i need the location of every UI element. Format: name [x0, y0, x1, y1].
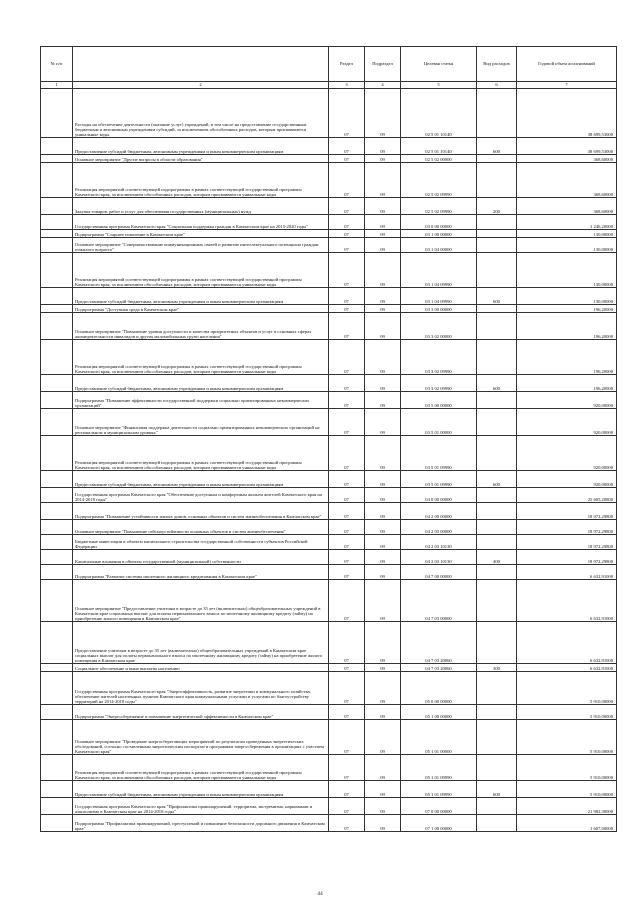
page-number: 44 — [317, 891, 323, 897]
target-article-code: 05 1 01 09990 — [401, 781, 477, 798]
annual-amount: 18 972,29800 — [517, 503, 617, 520]
target-article-code: 04 7 03 00000 — [401, 580, 477, 622]
target-article-code: 03 5 01 00000 — [401, 409, 477, 436]
subsection-code: 09 — [365, 409, 401, 436]
table-row — [41, 755, 617, 781]
row-number — [41, 215, 73, 230]
subsection-code: 09 — [365, 392, 401, 409]
expense-type-code — [477, 720, 517, 755]
table-row — [41, 375, 617, 392]
target-article-code: 03 0 00 00000 — [401, 215, 477, 230]
annual-amount: 5 910,00000 — [517, 672, 617, 705]
table-row — [41, 535, 617, 550]
header-subsection: Подраздел — [365, 47, 401, 82]
column-number-row — [41, 82, 617, 89]
subsection-code: 09 — [365, 155, 401, 163]
row-number — [41, 798, 73, 815]
section-code: 07 — [329, 488, 365, 503]
row-number — [41, 488, 73, 503]
subsection-code: 09 — [365, 565, 401, 580]
section-code: 07 — [329, 409, 365, 436]
subsection-code: 09 — [365, 313, 401, 340]
row-number — [41, 155, 73, 163]
row-number — [41, 375, 73, 392]
item-name: Предоставление субсидий бюджетным, автономным учреждениям и иным некоммерческим организациям — [73, 288, 329, 305]
section-code: 07 — [329, 89, 365, 138]
column-number: 5 — [401, 82, 477, 89]
row-number — [41, 664, 73, 672]
row-number — [41, 471, 73, 488]
table-row — [41, 471, 617, 488]
row-number — [41, 520, 73, 535]
annual-amount: 6 632,91000 — [517, 664, 617, 672]
annual-amount: 21 982,30000 — [517, 798, 617, 815]
annual-amount: 368,60000 — [517, 155, 617, 163]
section-code: 07 — [329, 520, 365, 535]
expense-type-code — [477, 535, 517, 550]
item-name: Основное мероприятие "Проведение энергосберегающих мероприятий по результатам проведенных энергетических обследований, согласно составленным энергетическим паспортам и программам энергосбережения в организациях с участием Камчатского края" — [73, 720, 329, 755]
annual-amount: 196,20000 — [517, 340, 617, 375]
table-row — [41, 138, 617, 155]
section-code: 07 — [329, 215, 365, 230]
item-name: Подпрограмма "Повышение эффективности государственной поддержки социально ориентированных некоммерческих организаций" — [73, 392, 329, 409]
column-number: 7 — [517, 82, 617, 89]
subsection-code: 09 — [365, 230, 401, 238]
table-body — [41, 89, 617, 832]
section-code: 07 — [329, 375, 365, 392]
target-article-code: 05 1 01 09990 — [401, 755, 477, 781]
expense-type-code — [477, 705, 517, 720]
section-code: 07 — [329, 155, 365, 163]
expense-type-code — [477, 520, 517, 535]
header-target-article: Целевая статья — [401, 47, 477, 82]
table-row — [41, 436, 617, 471]
annual-amount: 130,00000 — [517, 288, 617, 305]
annual-amount: 6 632,91000 — [517, 565, 617, 580]
expense-type-code: 300 — [477, 664, 517, 672]
annual-amount: 368,60000 — [517, 198, 617, 215]
annual-amount: 920,00000 — [517, 409, 617, 436]
table-row — [41, 580, 617, 622]
item-name: Подпрограмма "Повышение устойчивости жилых домов, основных объектов и систем жизнеобеспечения в Камчатском крае" — [73, 503, 329, 520]
table-row — [41, 705, 617, 720]
annual-amount: 368,60000 — [517, 163, 617, 198]
item-name: Подпрограмма "Профилактика правонарушений, преступлений и повышение безопасности дорожного движения в Камчатском крае" — [73, 815, 329, 832]
row-number — [41, 672, 73, 705]
annual-amount: 196,20000 — [517, 313, 617, 340]
item-name: Основное мероприятие "Совершенствование коммуникационных связей и развитие интеллектуального потенциала граждан пожилого возраста" — [73, 238, 329, 253]
expense-type-code — [477, 580, 517, 622]
table-row — [41, 155, 617, 163]
item-name: Капитальные вложения в объекты государственной (муниципальной) собственности — [73, 550, 329, 565]
target-article-code: 03 1 04 09990 — [401, 288, 477, 305]
item-name: Основное мероприятие "Повышение уровня доступности и качества приоритетных объектов и услуг в основных сферах жизнедеятельности инвалидов и других маломобильных групп населения" — [73, 313, 329, 340]
annual-amount: 196,20000 — [517, 305, 617, 313]
target-article-code: 04 7 03 20060 — [401, 664, 477, 672]
section-code: 07 — [329, 288, 365, 305]
header-name — [73, 47, 329, 82]
subsection-code: 09 — [365, 580, 401, 622]
row-number — [41, 230, 73, 238]
target-article-code: 02 5 02 09990 — [401, 163, 477, 198]
subsection-code: 09 — [365, 520, 401, 535]
table-row — [41, 550, 617, 565]
item-name: Основное мероприятие "Финансовая поддержка деятельности социально ориентированных некоммерческих организаций на региональном и муниципальном уровнях" — [73, 409, 329, 436]
annual-amount: 1 246,20000 — [517, 215, 617, 230]
header-expense-type: Вид расходов — [477, 47, 517, 82]
row-number — [41, 503, 73, 520]
subsection-code: 09 — [365, 198, 401, 215]
section-code: 07 — [329, 815, 365, 832]
header-row-number: № п/п — [41, 47, 73, 82]
target-article-code: 05 0 00 00000 — [401, 672, 477, 705]
table-row — [41, 622, 617, 664]
subsection-code: 09 — [365, 305, 401, 313]
expense-type-code — [477, 436, 517, 471]
table-header — [41, 47, 617, 89]
table-row — [41, 565, 617, 580]
target-article-code: 04 7 03 20060 — [401, 622, 477, 664]
row-number — [41, 781, 73, 798]
subsection-code: 09 — [365, 436, 401, 471]
expense-type-code — [477, 89, 517, 138]
row-number — [41, 720, 73, 755]
table-row — [41, 215, 617, 230]
expense-type-code: 200 — [477, 198, 517, 215]
item-name: Основное мероприятие "Повышение сейсмоустойчивости основных объектов и систем жизнеобеспечения" — [73, 520, 329, 535]
row-number — [41, 580, 73, 622]
annual-amount: 920,00000 — [517, 436, 617, 471]
subsection-code: 09 — [365, 550, 401, 565]
annual-amount: 25 605,20800 — [517, 488, 617, 503]
expense-type-code: 600 — [477, 375, 517, 392]
table-row — [41, 503, 617, 520]
item-name: Государственная программа Камчатского края "Энергоэффективность, развитие энергетики и коммунального хозяйства, обеспечение жителей населенных пунктов Камчатского края коммунальными услугами и услугами по благоустройству территорий на 2014-2018 годы" — [73, 672, 329, 705]
expense-type-code — [477, 163, 517, 198]
expense-type-code — [477, 392, 517, 409]
target-article-code: 05 1 01 00000 — [401, 720, 477, 755]
annual-amount: 18 972,29800 — [517, 535, 617, 550]
item-name: Подпрограмма "Доступная среда в Камчатском крае" — [73, 305, 329, 313]
target-article-code: 02 5 01 10140 — [401, 89, 477, 138]
annual-amount: 196,20000 — [517, 375, 617, 392]
table-row — [41, 798, 617, 815]
subsection-code: 09 — [365, 503, 401, 520]
section-code: 07 — [329, 253, 365, 288]
column-number: 1 — [41, 82, 73, 89]
item-name: Социальное обеспечение и иные выплаты населению — [73, 664, 329, 672]
subsection-code: 09 — [365, 138, 401, 155]
expense-type-code — [477, 815, 517, 832]
row-number — [41, 313, 73, 340]
subsection-code: 09 — [365, 163, 401, 198]
annual-amount: 5 910,00000 — [517, 705, 617, 720]
subsection-code: 09 — [365, 471, 401, 488]
subsection-code: 09 — [365, 89, 401, 138]
section-code: 07 — [329, 138, 365, 155]
subsection-code: 09 — [365, 815, 401, 832]
section-code: 07 — [329, 436, 365, 471]
section-code: 07 — [329, 705, 365, 720]
annual-amount: 920,00000 — [517, 392, 617, 409]
annual-amount: 1 607,00000 — [517, 815, 617, 832]
row-number — [41, 550, 73, 565]
subsection-code: 09 — [365, 238, 401, 253]
table-row — [41, 198, 617, 215]
item-name: Подпрограмма "Старшее поколение в Камчатском крае" — [73, 230, 329, 238]
item-name: Подпрограмма "Развитие системы ипотечного жилищного кредитования в Камчатском крае" — [73, 565, 329, 580]
annual-amount: 130,00000 — [517, 230, 617, 238]
row-number — [41, 409, 73, 436]
subsection-code: 09 — [365, 288, 401, 305]
section-code: 07 — [329, 664, 365, 672]
target-article-code: 03 3 02 09990 — [401, 375, 477, 392]
item-name: Реализация мероприятий соответствующей подпрограммы в рамках соответствующей государственной программы Камчатского края, за исключением обособленных расходов, которым присваиваются уникальные коды — [73, 253, 329, 288]
budget-allocation-table — [40, 46, 617, 832]
table-row — [41, 313, 617, 340]
row-number — [41, 392, 73, 409]
table-row — [41, 815, 617, 832]
expense-type-code — [477, 238, 517, 253]
table-row — [41, 781, 617, 798]
expense-type-code — [477, 253, 517, 288]
item-name: Реализация мероприятий соответствующей подпрограммы в рамках соответствующей государственной программы Камчатского края, за исключением обособленных расходов, которым присваиваются уникальные коды — [73, 436, 329, 471]
item-name: Предоставление субсидий бюджетным, автономным учреждениям и иным некоммерческим организациям — [73, 375, 329, 392]
row-number — [41, 238, 73, 253]
table-row — [41, 672, 617, 705]
subsection-code: 09 — [365, 781, 401, 798]
item-name: Предоставление субсидий бюджетным, автономным учреждениям и иным некоммерческим организациям — [73, 138, 329, 155]
table-row — [41, 288, 617, 305]
table-row — [41, 230, 617, 238]
item-name: Реализация мероприятий соответствующей подпрограммы в рамках соответствующей государственной программы Камчатского края, за исключением обособленных расходов, которым присваиваются уникальные коды — [73, 340, 329, 375]
budget-table-page — [40, 46, 616, 832]
subsection-code: 09 — [365, 720, 401, 755]
section-code: 07 — [329, 622, 365, 664]
expense-type-code — [477, 622, 517, 664]
annual-amount: 18 972,29800 — [517, 550, 617, 565]
subsection-code: 09 — [365, 798, 401, 815]
section-code: 07 — [329, 798, 365, 815]
row-number — [41, 163, 73, 198]
row-number — [41, 565, 73, 580]
target-article-code: 03 1 04 00000 — [401, 238, 477, 253]
subsection-code: 09 — [365, 488, 401, 503]
item-name: Основное мероприятие "Другие вопросы в области образования" — [73, 155, 329, 163]
row-number — [41, 198, 73, 215]
subsection-code: 09 — [365, 535, 401, 550]
section-code: 07 — [329, 230, 365, 238]
expense-type-code — [477, 313, 517, 340]
target-article-code: 04 2 03 00000 — [401, 520, 477, 535]
row-number — [41, 253, 73, 288]
expense-type-code — [477, 798, 517, 815]
expense-type-code: 600 — [477, 138, 517, 155]
row-number — [41, 288, 73, 305]
annual-amount: 920,00000 — [517, 471, 617, 488]
annual-amount: 18 972,29800 — [517, 520, 617, 535]
section-code: 07 — [329, 313, 365, 340]
column-number: 6 — [477, 82, 517, 89]
annual-amount: 6 632,91000 — [517, 580, 617, 622]
target-article-code: 03 5 01 09990 — [401, 436, 477, 471]
table-row — [41, 488, 617, 503]
target-article-code: 04 2 03 10130 — [401, 535, 477, 550]
expense-type-code — [477, 230, 517, 238]
section-code: 07 — [329, 340, 365, 375]
target-article-code: 04 2 00 00000 — [401, 503, 477, 520]
subsection-code: 09 — [365, 215, 401, 230]
row-number — [41, 89, 73, 138]
item-name: Закупка товаров, работ и услуг для обеспечения государственных (муниципальных) нужд — [73, 198, 329, 215]
expense-type-code: 600 — [477, 288, 517, 305]
subsection-code: 09 — [365, 340, 401, 375]
item-name: Реализация мероприятий соответствующей подпрограммы в рамках соответствующей государственной программы Камчатского края, за исключением обособленных расходов, которым присваиваются уникальные коды — [73, 163, 329, 198]
column-number: 2 — [73, 82, 329, 89]
row-number — [41, 705, 73, 720]
section-code: 07 — [329, 565, 365, 580]
section-code: 07 — [329, 163, 365, 198]
item-name: Подпрограмма "Энергосбережение и повышение энергетической эффективности в Камчатском крае" — [73, 705, 329, 720]
expense-type-code: 600 — [477, 781, 517, 798]
expense-type-code — [477, 565, 517, 580]
subsection-code: 09 — [365, 622, 401, 664]
section-code: 07 — [329, 550, 365, 565]
section-code: 07 — [329, 503, 365, 520]
subsection-code: 09 — [365, 672, 401, 705]
item-name: Предоставление субсидий бюджетным, автономным учреждениям и иным некоммерческим организациям — [73, 781, 329, 798]
section-code: 07 — [329, 755, 365, 781]
target-article-code: 04 7 00 00000 — [401, 565, 477, 580]
table-row — [41, 409, 617, 436]
target-article-code: 03 3 00 00000 — [401, 305, 477, 313]
header-section: Раздел — [329, 47, 365, 82]
item-name: Расходы на обеспечение деятельности (оказание услуг) учреждений, в том числе на предоставление государственным бюджетным и автономным учреждениям субсидий, за исключением обособленных расходов, которым присваиваются уникальные коды — [73, 89, 329, 138]
expense-type-code: 600 — [477, 471, 517, 488]
section-code: 07 — [329, 238, 365, 253]
target-article-code: 03 5 01 09990 — [401, 471, 477, 488]
target-article-code: 02 5 02 09990 — [401, 198, 477, 215]
annual-amount: 6 632,91000 — [517, 622, 617, 664]
section-code: 07 — [329, 672, 365, 705]
table-row — [41, 253, 617, 288]
subsection-code: 09 — [365, 664, 401, 672]
annual-amount: 130,00000 — [517, 253, 617, 288]
expense-type-code — [477, 755, 517, 781]
expense-type-code — [477, 215, 517, 230]
header-annual-amount: Годовой объем ассигнований — [517, 47, 617, 82]
column-number: 3 — [329, 82, 365, 89]
item-name: Предоставление учителям в возрасте до 35 лет (включительно) общеобразовательных учреждений в Камчатском крае социальных выплат для оплаты первоначального взноса по ипотечному жилищному кредиту (займу) на приобретение жилого помещения в Камчатском крае — [73, 622, 329, 664]
table-row — [41, 238, 617, 253]
table-row — [41, 89, 617, 138]
row-number — [41, 305, 73, 313]
target-article-code: 03 5 00 00000 — [401, 392, 477, 409]
target-article-code: 04 2 03 10130 — [401, 550, 477, 565]
item-name: Основное мероприятие "Предоставление учителям в возрасте до 35 лет (включительно) общеобразовательных учреждений в Камчатском крае социальных выплат для оплаты первоначального взноса по ипотечному жилищному кредиту (займу) на приобретение жилого помещения в Камчатском крае" — [73, 580, 329, 622]
expense-type-code — [477, 503, 517, 520]
column-number: 4 — [365, 82, 401, 89]
table-row — [41, 163, 617, 198]
expense-type-code — [477, 672, 517, 705]
expense-type-code — [477, 340, 517, 375]
target-article-code: 03 3 02 00000 — [401, 313, 477, 340]
subsection-code: 09 — [365, 253, 401, 288]
target-article-code: 05 1 00 00000 — [401, 705, 477, 720]
item-name: Государственная программа Камчатского края "Профилактика правонарушений, терроризма, экстремизма, наркомании и алкоголизма в Камчатском крае на 2014-2018 годы" — [73, 798, 329, 815]
row-number — [41, 815, 73, 832]
target-article-code: 03 1 04 09990 — [401, 253, 477, 288]
section-code: 07 — [329, 781, 365, 798]
section-code: 07 — [329, 392, 365, 409]
expense-type-code — [477, 305, 517, 313]
table-row — [41, 720, 617, 755]
row-number — [41, 138, 73, 155]
section-code: 07 — [329, 198, 365, 215]
annual-amount: 38 699,53000 — [517, 138, 617, 155]
item-name: Государственная программа Камчатского края "Обеспечение доступным и комфортным жильем жителей Камчатского края на 2014-2018 годы" — [73, 488, 329, 503]
row-number — [41, 535, 73, 550]
target-article-code: 07 0 00 00000 — [401, 798, 477, 815]
row-number — [41, 340, 73, 375]
annual-amount: 5 910,00000 — [517, 720, 617, 755]
annual-amount: 5 910,00000 — [517, 781, 617, 798]
item-name: Предоставление субсидий бюджетным, автономным учреждениям и иным некоммерческим организациям — [73, 471, 329, 488]
subsection-code: 09 — [365, 755, 401, 781]
section-code: 07 — [329, 471, 365, 488]
item-name: Реализация мероприятий соответствующей подпрограммы в рамках соответствующей государственной программы Камчатского края, за исключением обособленных расходов, которым присваиваются уникальные коды — [73, 755, 329, 781]
row-number — [41, 436, 73, 471]
row-number — [41, 622, 73, 664]
section-code: 07 — [329, 305, 365, 313]
subsection-code: 09 — [365, 375, 401, 392]
table-row — [41, 520, 617, 535]
expense-type-code — [477, 155, 517, 163]
target-article-code: 03 1 00 00000 — [401, 230, 477, 238]
item-name: Государственная программа Камчатского края "Социальная поддержка граждан в Камчатском крае на 2015-2020 годы" — [73, 215, 329, 230]
target-article-code: 02 5 01 10140 — [401, 138, 477, 155]
subsection-code: 09 — [365, 705, 401, 720]
expense-type-code: 400 — [477, 550, 517, 565]
table-row — [41, 305, 617, 313]
table-row — [41, 392, 617, 409]
expense-type-code — [477, 409, 517, 436]
target-article-code: 07 1 00 00000 — [401, 815, 477, 832]
table-row — [41, 664, 617, 672]
annual-amount: 38 699,53000 — [517, 89, 617, 138]
annual-amount: 130,00000 — [517, 238, 617, 253]
target-article-code: 02 5 02 00000 — [401, 155, 477, 163]
target-article-code: 04 0 00 00000 — [401, 488, 477, 503]
table-row — [41, 340, 617, 375]
annual-amount: 5 910,00000 — [517, 755, 617, 781]
section-code: 07 — [329, 720, 365, 755]
target-article-code: 03 3 02 09990 — [401, 340, 477, 375]
section-code: 07 — [329, 535, 365, 550]
expense-type-code — [477, 488, 517, 503]
section-code: 07 — [329, 580, 365, 622]
row-number — [41, 755, 73, 781]
item-name: Бюджетные инвестиции в объекты капитального строительства государственной собственности субъектов Российской Федерации — [73, 535, 329, 550]
